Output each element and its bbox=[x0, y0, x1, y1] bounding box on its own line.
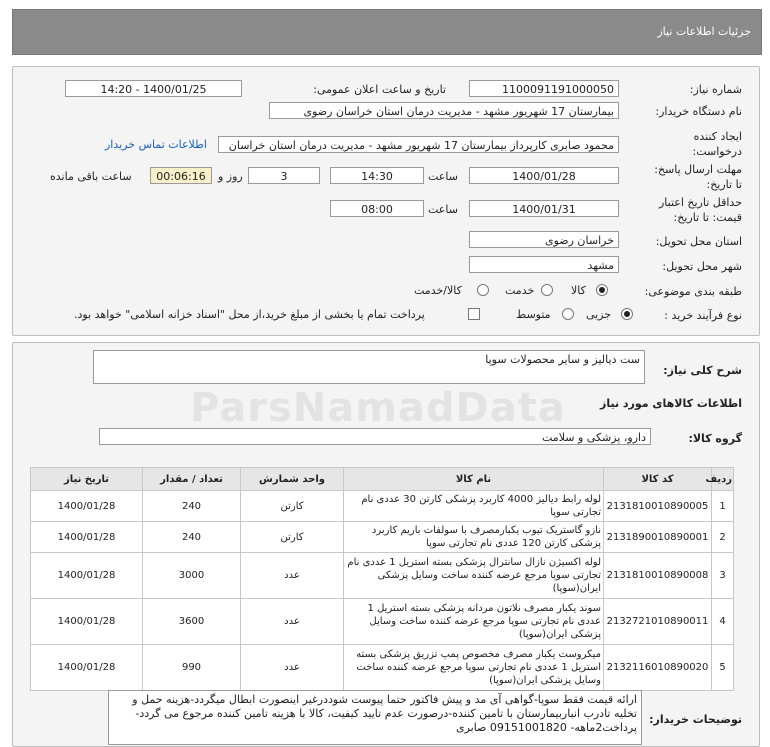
item-name: لوله اکسیژن نازال سانترال پزشکی بسته استریل 1 عددی نام تجارتی سوپا مرجع عرضه کننده ساخت وسایل پزشکی ایران(سوپا) bbox=[344, 553, 604, 599]
days-field: 3 bbox=[248, 167, 320, 184]
item-quantity: 240 bbox=[143, 491, 241, 522]
announce-label: تاریخ و ساعت اعلان عمومی: bbox=[313, 83, 446, 96]
item-code: 2131890010890001 bbox=[604, 522, 712, 553]
header-unit: واحد شمارش bbox=[241, 468, 344, 491]
city-field: مشهد bbox=[469, 256, 619, 273]
page-title: جزئیات اطلاعات نیاز bbox=[657, 25, 751, 38]
validity-time-label: ساعت bbox=[428, 203, 458, 216]
city-label: شهر محل تحویل: bbox=[662, 260, 742, 273]
item-code: 2131810010890005 bbox=[604, 491, 712, 522]
days-label: روز و bbox=[218, 170, 243, 183]
buyer-notes-field: ارائه قیمت فقط سوپا-گواهی آی مد و پیش فاکتور حتما پیوست شوددرغیر اینصورت ابطال میگردد-هزینه حمل و تخلیه تادرب انباربیمارستان با تامین کننده-درصورت عدم تایید کیفیت، کالا با هزینه تامین کننده مرجوع می گردد-پرداخت2ماهه- 09151001820 صابری bbox=[108, 690, 642, 745]
header-item-name: نام کالا bbox=[344, 468, 604, 491]
category-goods-label: کالا bbox=[571, 284, 586, 297]
row-number: 5 bbox=[712, 645, 734, 691]
creator-field: محمود صابری کارپرداز بیمارستان 17 شهریور مشهد - مدیریت درمان استان خراسان bbox=[218, 136, 619, 153]
item-need-date: 1400/01/28 bbox=[31, 599, 143, 645]
item-unit: عدد bbox=[241, 645, 344, 691]
item-quantity: 990 bbox=[143, 645, 241, 691]
item-name: لوله رابط دیالیز 4000 کاربرد پزشکی کارتن 30 عددی نام تجارتی سوپا bbox=[344, 491, 604, 522]
header-row-number: ردیف bbox=[712, 468, 734, 491]
remaining-time-field: 00:06:16 bbox=[150, 167, 212, 184]
purchase-medium-radio[interactable] bbox=[562, 308, 574, 320]
announce-field: 1400/01/25 - 14:20 bbox=[65, 80, 242, 97]
item-need-date: 1400/01/28 bbox=[31, 491, 143, 522]
item-code: 2132721010890011 bbox=[604, 599, 712, 645]
creator-label-2: درخواست: bbox=[692, 145, 742, 158]
item-need-date: 1400/01/28 bbox=[31, 553, 143, 599]
validity-label-2: قیمت: تا تاریخ: bbox=[673, 211, 742, 224]
item-name: نازو گاستریک تیوب یکبارمصرف با سولفات باریم کاربرد پزشکی کارتن 120 عددی نام تجارتی سوپا bbox=[344, 522, 604, 553]
item-need-date: 1400/01/28 bbox=[31, 522, 143, 553]
deadline-date-field: 1400/01/28 bbox=[469, 167, 619, 184]
table-row bbox=[31, 522, 734, 553]
row-number: 4 bbox=[712, 599, 734, 645]
row-number: 3 bbox=[712, 553, 734, 599]
deadline-label-2: تا تاریخ: bbox=[706, 178, 742, 191]
item-unit: کارتن bbox=[241, 491, 344, 522]
header-need-date: تاریخ نیاز bbox=[31, 468, 143, 491]
goods-group-label: گروه کالا: bbox=[688, 432, 742, 445]
buyer-contact-link[interactable]: اطلاعات تماس خریدار bbox=[105, 138, 207, 151]
item-quantity: 3000 bbox=[143, 553, 241, 599]
purchase-minor-radio[interactable] bbox=[621, 308, 633, 320]
category-label: طبقه بندی موضوعی: bbox=[644, 285, 742, 298]
item-code: 2132116010890020 bbox=[604, 645, 712, 691]
buyer-field: بیمارستان 17 شهریور مشهد - مدیریت درمان استان خراسان رضوی bbox=[269, 102, 619, 119]
category-service-radio[interactable] bbox=[541, 284, 553, 296]
purchase-type-label: نوع فرآیند خرید : bbox=[664, 309, 742, 322]
deadline-label-1: مهلت ارسال پاسخ: bbox=[654, 163, 742, 176]
item-code: 2131810010890008 bbox=[604, 553, 712, 599]
category-goods-service-radio[interactable] bbox=[477, 284, 489, 296]
item-need-date: 1400/01/28 bbox=[31, 645, 143, 691]
goods-table bbox=[30, 467, 734, 691]
table-row bbox=[31, 645, 734, 691]
table-row bbox=[31, 553, 734, 599]
treasury-payment-note: پرداخت تمام یا بخشی از مبلغ خرید،از محل "اسناد خزانه اسلامی" خواهد بود. bbox=[74, 308, 425, 321]
item-quantity: 3600 bbox=[143, 599, 241, 645]
goods-group-field: دارو، پزشکی و سلامت bbox=[99, 428, 651, 445]
table-header-row bbox=[31, 468, 734, 491]
purchase-medium-label: متوسط bbox=[516, 308, 551, 321]
need-number-label: شماره نیاز: bbox=[689, 83, 742, 96]
item-quantity: 240 bbox=[143, 522, 241, 553]
province-label: استان محل تحویل: bbox=[655, 235, 742, 248]
purchase-minor-label: جزیی bbox=[586, 308, 612, 321]
item-unit: عدد bbox=[241, 599, 344, 645]
item-name: میکروست یکبار مصرف مخصوص پمپ تزریق پزشکی بسته استریل 1 عددی نام تجارتی سوپا مرجع عرضه کننده ساخت وسایل پزشکی ایران(سوپا) bbox=[344, 645, 604, 691]
item-name: سوند یکبار مصرف نلاتون مردانه پزشکی بسته استریل 1 عددی نام تجارتی سوپا مرجع عرضه کننده ساخت وسایل پزشکی ایران(سوپا) bbox=[344, 599, 604, 645]
deadline-time-label: ساعت bbox=[428, 170, 458, 183]
item-unit: کارتن bbox=[241, 522, 344, 553]
table-row bbox=[31, 491, 734, 522]
description-field: ست دیالیز و سایر محصولات سوپا bbox=[93, 350, 645, 384]
treasury-payment-checkbox[interactable] bbox=[468, 308, 480, 320]
row-number: 2 bbox=[712, 522, 734, 553]
province-field: خراسان رضوی bbox=[469, 231, 619, 248]
remaining-time-label: ساعت باقی مانده bbox=[50, 170, 132, 183]
category-service-label: خدمت bbox=[505, 284, 535, 297]
validity-date-field: 1400/01/31 bbox=[469, 200, 619, 217]
buyer-label: نام دستگاه خریدار: bbox=[655, 105, 742, 118]
creator-label-1: ایجاد کننده bbox=[693, 130, 742, 143]
goods-info-title: اطلاعات کالاهای مورد نیاز bbox=[600, 397, 742, 410]
table-row bbox=[31, 599, 734, 645]
deadline-time-field: 14:30 bbox=[330, 167, 424, 184]
row-number: 1 bbox=[712, 491, 734, 522]
buyer-notes-label: توضیحات خریدار: bbox=[649, 713, 742, 726]
category-goods-service-label: کالا/خدمت bbox=[414, 284, 462, 297]
category-goods-radio[interactable] bbox=[596, 284, 608, 296]
item-unit: عدد bbox=[241, 553, 344, 599]
description-label: شرح کلی نیاز: bbox=[663, 364, 742, 377]
header-item-code: کد کالا bbox=[604, 468, 712, 491]
header-quantity: تعداد / مقدار bbox=[143, 468, 241, 491]
need-number-field: 1100091191000050 bbox=[469, 80, 619, 97]
validity-time-field: 08:00 bbox=[330, 200, 424, 217]
page-header bbox=[12, 9, 762, 55]
validity-label-1: حداقل تاریخ اعتبار bbox=[658, 196, 742, 209]
